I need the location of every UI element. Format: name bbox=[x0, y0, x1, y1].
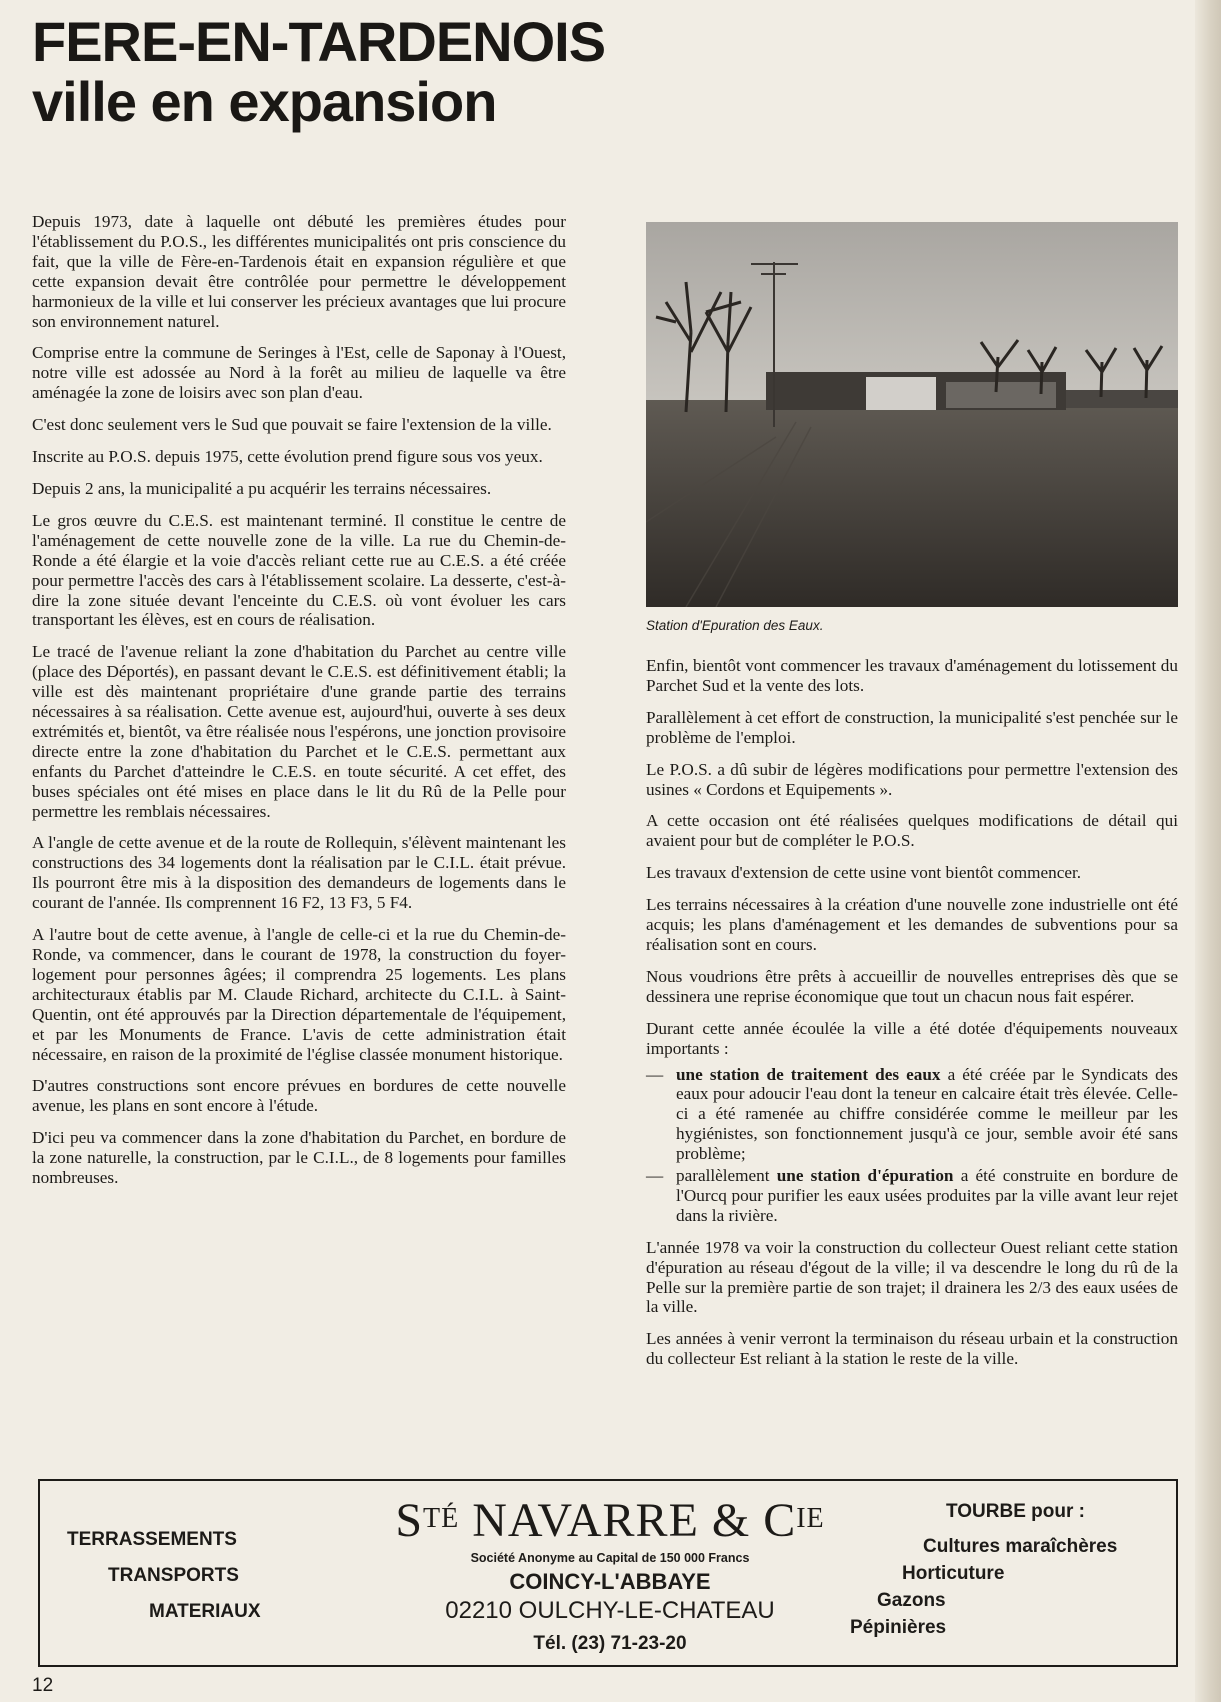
paragraph: L'année 1978 va voir la construction du collecteur Ouest reliant cette station d'épuration au réseau d'égout de la ville; il va descendre le long du rû de la Pelle sur la première partie de son trajet; il drainera les 2/3 des eaux usées de la ville. bbox=[646, 1237, 1178, 1317]
title-line-2: ville en expansion bbox=[32, 70, 497, 133]
company-logo: $S^{TÉ}$ NAVARRE & $C^{IE}$ bbox=[395, 1494, 825, 1547]
station-photo bbox=[646, 222, 1178, 607]
photo-caption: Station d'Epuration des Eaux. bbox=[646, 618, 824, 633]
paragraph: A l'angle de cette avenue et de la route de Rollequin, s'élèvent maintenant les constructions des 34 logements dont la réalisation par le C.I.L. était prévue. Ils pourront être mis à la disposition des demandeurs de logements dans le courant de l'année. Ils comprennent 16 F2, 13 F3, 5 F4. bbox=[32, 833, 566, 913]
paragraph: Parallèlement à cet effort de construction, la municipalité s'est penchée sur le problème de l'emploi. bbox=[646, 707, 1178, 747]
advertisement-box bbox=[38, 1479, 1178, 1667]
ad-tourbe-item: Pépinières bbox=[850, 1617, 947, 1638]
paragraph: A cette occasion ont été réalisées quelques modifications de détail qui avaient pour but de compléter le P.O.S. bbox=[646, 811, 1178, 851]
bleed-through-text bbox=[660, 30, 1180, 150]
page-number: 12 bbox=[32, 1675, 54, 1696]
list-item-bold: une station de traitement des eaux bbox=[676, 1064, 941, 1084]
ad-service-item: MATERIAUX bbox=[149, 1601, 261, 1622]
list-item-text: a été créée par le Syndicats des eaux pour adoucir l'eau dont la teneur en calcaire était très élevée. Celle-ci a été ramenée au chiffre considérée comme le meilleur par les hygiénistes, son fonctionnement jusqu'à ce jour, semble avoir été sans problème; bbox=[676, 1064, 1178, 1164]
right-column bbox=[646, 656, 1178, 1381]
list-item-pre: parallèlement bbox=[676, 1166, 777, 1186]
paragraph: A l'autre bout de cette avenue, à l'angle de celle-ci et la rue du Chemin-de-Ronde, va commencer, dans le courant de 1978, la construction du foyer-logement pour personnes âgées; il comprendra 25 logements. Les plans architecturaux établis par M. Claude Richard, architecte du C.I.L. à Saint-Quentin, ont été approuvés par la Direction départementale de l'équipement, et par les Monuments de France. L'avis de cette administration était nécessaire, en raison de la proximité de l'église classée monument historique. bbox=[32, 925, 566, 1064]
ad-service-item: TERRASSEMENTS bbox=[67, 1529, 237, 1550]
company-address: 02210 OULCHY-LE-CHATEAU bbox=[445, 1597, 775, 1624]
company-capital: Société Anonyme au Capital de 150 000 Francs bbox=[470, 1551, 750, 1565]
left-column bbox=[32, 212, 566, 1200]
paragraph: C'est donc seulement vers le Sud que pouvait se faire l'extension de la ville. bbox=[32, 415, 552, 435]
photo-illustration bbox=[646, 222, 1178, 607]
paragraph: Les terrains nécessaires à la création d'une nouvelle zone industrielle ont été acquis; les plans d'aménagement et les demandes de subventions pour sa réalisation sont en cours. bbox=[646, 895, 1178, 954]
paragraph: Durant cette année écoulée la ville a été dotée d'équipements nouveaux importants : bbox=[646, 1018, 1178, 1058]
paragraph: Le gros œuvre du C.E.S. est maintenant terminé. Il constitue le centre de l'aménagement de cette nouvelle zone de la ville. La rue du Chemin-de-Ronde a été élargie et la voie d'accès reliant cette rue au C.E.S. a été créée pour permettre l'accès des cars à l'établissement scolaire. La desserte, c'est-à-dire la zone située devant l'enceinte du C.E.S. où vont évoluer les cars transportant les élèves, est en cours de réalisation. bbox=[32, 510, 566, 630]
paragraph: Depuis 1973, date à laquelle ont débuté les premières études pour l'établissement du P.O.S., les différentes municipalités ont pris conscience du fait, que la ville de Fère-en-Tardenois était en expansion régulière et que cette expansion devait être contrôlée pour permettre le développement harmonieux de la ville et lui conserver les précieux avantages que lui procure son environnement naturel. bbox=[32, 212, 566, 331]
company-town: COINCY-L'ABBAYE bbox=[509, 1569, 711, 1594]
paragraph: D'ici peu va commencer dans la zone d'habitation du Parchet, en bordure de la zone naturelle, la construction, par le C.I.L., de 8 logements pour familles nombreuses. bbox=[32, 1128, 566, 1188]
equipment-list bbox=[646, 1065, 1178, 1226]
dash-bullet: — bbox=[646, 1064, 664, 1084]
list-item-text: a été construite en bordure de l'Ourcq pour purifier les eaux usées produites par la ville avant leur rejet dans la rivière. bbox=[676, 1166, 1179, 1225]
paragraph: Enfin, bientôt vont commencer les travaux d'aménagement du lotissement du Parchet Sud et la vente des lots. bbox=[646, 656, 1178, 695]
list-item-bold: une station d'épuration bbox=[776, 1166, 954, 1186]
paragraph: Comprise entre la commune de Seringes à l'Est, celle de Saponay à l'Ouest, notre ville est adossée au Nord à la forêt au milieu de laquelle va être aménagée la zone de loisirs avec son plan d'eau. bbox=[32, 343, 566, 403]
title-line-1: FERE-EN-TARDENOIS bbox=[32, 10, 606, 73]
ad-tourbe-item: Gazons bbox=[877, 1590, 946, 1611]
ad-tourbe-heading: TOURBE pour : bbox=[946, 1501, 1085, 1522]
paragraph: D'autres constructions sont encore prévues en bordures de cette nouvelle avenue, les plans en sont encore à l'étude. bbox=[32, 1076, 566, 1116]
paragraph: Nous voudrions être prêts à accueillir de nouvelles entreprises dès que se dessinera une reprise économique que tout un chacun nous fait espérer. bbox=[646, 966, 1178, 1006]
paragraph: Inscrite au P.O.S. depuis 1975, cette évolution prend figure sous vos yeux. bbox=[32, 447, 543, 467]
paragraph: Le P.O.S. a dû subir de légères modifications pour permettre l'extension des usines « Cordons et Equipements ». bbox=[646, 759, 1178, 799]
ad-tourbe-item: Horticuture bbox=[902, 1563, 1005, 1584]
paragraph: Les années à venir verront la terminaison du réseau urbain et la construction du collecteur Est reliant à la station le reste de la ville. bbox=[646, 1329, 1178, 1369]
ad-service-item: TRANSPORTS bbox=[108, 1565, 239, 1586]
ad-tourbe-item: Cultures maraîchères bbox=[923, 1536, 1118, 1557]
company-phone: Tél. (23) 71-23-20 bbox=[533, 1633, 687, 1654]
page-title bbox=[32, 12, 605, 132]
list-item bbox=[646, 1065, 1178, 1165]
paragraph: Depuis 2 ans, la municipalité a pu acquérir les terrains nécessaires. bbox=[32, 478, 492, 498]
dash-bullet: — bbox=[646, 1166, 664, 1186]
paragraph: Les travaux d'extension de cette usine vont bientôt commencer. bbox=[646, 863, 1082, 883]
list-item bbox=[646, 1166, 1178, 1226]
paragraph: Le tracé de l'avenue reliant la zone d'habitation du Parchet au centre ville (place des Déportés), en passant devant le C.E.S. est définitivement établi; la ville est dès maintenant propriétaire d'une grande partie des terrains nécessaires à sa réalisation. Cette avenue est, aujourd'hui, ouverte à ses deux extrémités et, bientôt, va être réalisée nous l'espérons, une jonction provisoire directe entre la zone d'habitation du Parchet et le C.E.S. permettant aux enfants du Parchet d'atteindre le C.E.S. en toute sécurité. A cet effet, des buses spéciales ont été mises en place dans le lit du Rû de la Pelle pour permettre les remblais nécessaires. bbox=[32, 642, 566, 821]
ad-company-block bbox=[350, 1493, 870, 1655]
page-edge-shadow bbox=[1195, 0, 1221, 1702]
